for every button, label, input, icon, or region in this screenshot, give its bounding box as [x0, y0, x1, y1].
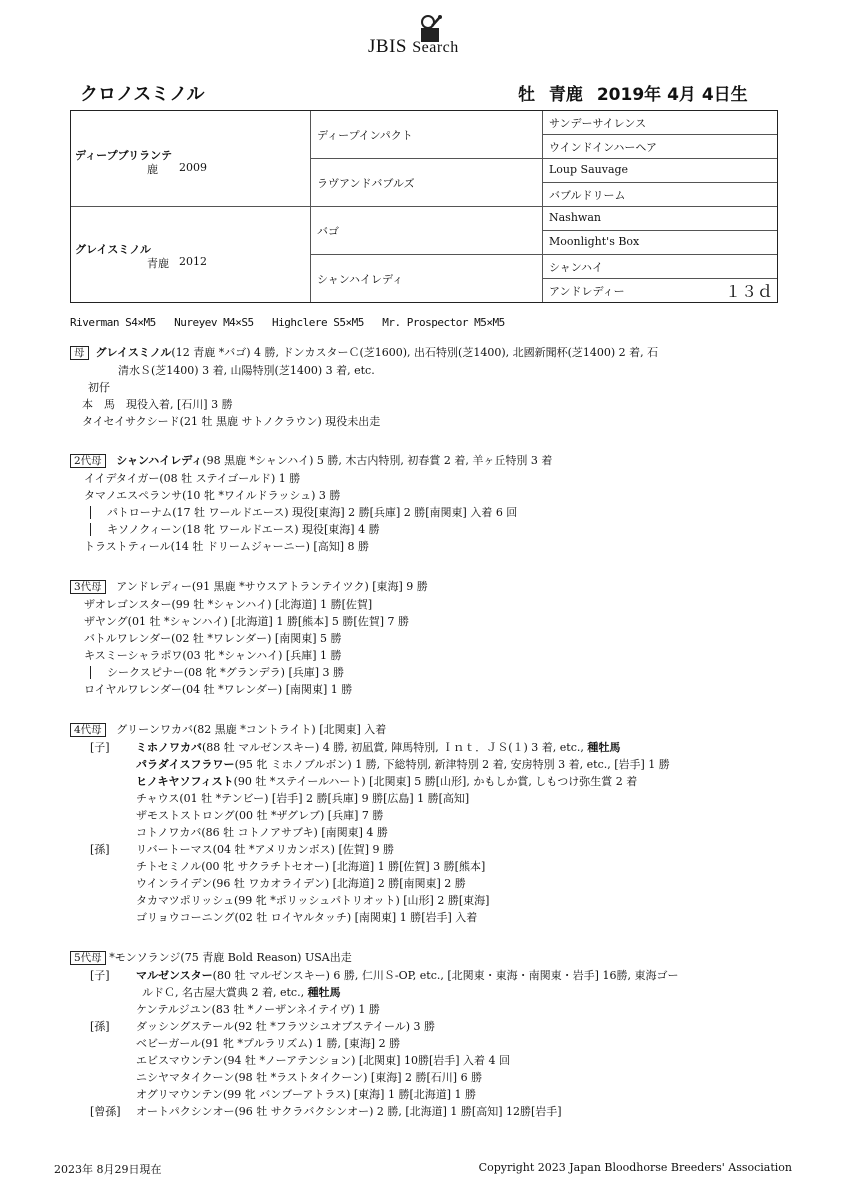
offspring-line: ゴリョウコーニング(02 牡 ロイヤルタッチ) [南関東] 1 勝[岩手] 入着: [136, 911, 478, 924]
offspring-note: 種牡馬: [587, 741, 621, 754]
horse-birth: 2019年 4月 4日生: [596, 85, 748, 105]
pedigree-table: [70, 110, 778, 303]
gen3-name: Loup Sauvage: [549, 163, 629, 176]
jbis-search-logo: [368, 14, 498, 58]
pedigree-gen3-cell: [543, 279, 777, 302]
pedigree-sire-cell: [71, 111, 311, 207]
offspring-record: (80 牡 マルゼンスキー) 6 勝, 仁川Ｓ-OP, etc., [北関東・東海・南関東・岩手] 16勝, 東海ゴー: [212, 969, 679, 982]
offspring-line: リバートーマス(04 牡 *アメリカンボス) [佐賀] 9 勝: [136, 843, 395, 856]
offspring-name: ミホノワカバ: [136, 741, 202, 754]
offspring-line: ケンテルジユン(83 牡 *ノーザンネイテイヴ) 1 勝: [136, 1003, 380, 1016]
section-tag: 2代母: [70, 454, 106, 468]
horse-name: クロノスミノル: [80, 84, 205, 105]
offspring-line: チトセミノル(00 牝 サクラチトセオー) [北海道] 1 勝[佐賀] 3 勝[熊本]: [136, 860, 486, 873]
offspring-line: オートパクシンオー(96 牡 サクラバクシンオー) 2 勝, [北海道] 1 勝[高知] 12勝[岩手]: [136, 1105, 562, 1118]
offspring-line: トラストティール(14 牡 ドリームジャーニー) [高知] 8 勝: [84, 540, 369, 553]
grandchild-label: [孫]: [90, 843, 110, 856]
child-label: [子]: [90, 969, 110, 982]
dam-color: 青鹿: [147, 257, 169, 270]
section-2nd-dam: [70, 452, 552, 555]
inbreeding-line: Riverman S4×M5 Nureyev M4×S5 Highclere S5×M5 Mr. Prospector M5×M5: [70, 316, 505, 329]
section-tag: 母: [70, 346, 89, 360]
offspring-line: イイデタイガー(08 牡 ステイゴールド) 1 勝: [84, 472, 301, 485]
great-grandchild-label: [曾孫]: [90, 1105, 121, 1118]
offspring-line: ザヤング(01 牡 *シャンハイ) [北海道] 1 勝[熊本] 5 勝[佐賀] 7 勝: [84, 615, 409, 628]
offspring-note: 種牡馬: [307, 986, 341, 999]
dam-name: グレイスミノル: [75, 243, 151, 256]
offspring-line: エビスマウンテン(94 牡 *ノーアテンション) [北関東] 10勝[岩手] 入着 4 回: [136, 1054, 511, 1067]
offspring-line: バトルワレンダー(02 牡 *ワレンダー) [南関東] 5 勝: [84, 632, 342, 645]
pedigree-gen2-cell: [311, 111, 543, 159]
offspring-record: (95 牝 ミホノブルボン) 1 勝, 下総特別, 新津特別 2 着, 安房特別 3 着, etc., [岩手] 1 勝: [234, 758, 670, 771]
horse-info: [518, 80, 756, 105]
offspring-record-cont: ルドＣ, 名古屋大賞典 2 着, etc.,: [142, 986, 308, 999]
dam-name: グレイスミノル: [95, 346, 172, 359]
section-4th-dam: [70, 721, 670, 926]
section-3rd-dam: [70, 578, 428, 698]
offspring-line: ベビーガール(91 牝 *プルラリズム) 1 勝, [東海] 2 勝: [136, 1037, 401, 1050]
section-tag: 4代母: [70, 723, 106, 737]
offspring-line: キスミーシャラポワ(03 牝 *シャンハイ) [兵庫] 1 勝: [84, 649, 342, 662]
offspring-line: ニシヤマタイクーン(98 牡 *ラストタイクーン) [東海] 2 勝[石川] 6 勝: [136, 1071, 483, 1084]
2nd-dam-record: (98 黒鹿 *シャンハイ) 5 勝, 木古内特別, 初春賞 2 着, 羊ヶ丘特別 3 着: [202, 454, 553, 467]
pedigree-gen3-cell: [543, 255, 777, 279]
offspring-line: シークスピナー(08 牝 *グランデラ) [兵庫] 3 勝: [90, 666, 344, 679]
5th-dam-record: *モンソランジ(75 青鹿 Bold Reason) USA出走: [109, 951, 352, 964]
offspring-line: 初仔: [88, 381, 110, 394]
gen2-name: バゴ: [317, 225, 339, 238]
offspring-line: ダッシングステール(92 牡 *フラツシユオブステイール) 3 勝: [136, 1020, 436, 1033]
pedigree-gen2-cell: [311, 159, 543, 207]
pedigree-dam-cell: [71, 207, 311, 302]
pedigree-gen3-cell: [543, 183, 777, 207]
gen3-name: バブルドリーム: [549, 189, 626, 202]
gen2-name: ラヴアンドバブルズ: [317, 177, 415, 190]
family-number: １３ｄ: [724, 282, 773, 301]
offspring-line: タカマツポリッシュ(99 牝 *ポリッシュパトリオット) [山形] 2 勝[東海]: [136, 894, 490, 907]
offspring-name: マルゼンスター: [136, 969, 213, 982]
pedigree-gen2-cell: [311, 207, 543, 255]
horse-color: 青鹿: [548, 85, 583, 105]
section-5th-dam: [70, 949, 678, 1120]
child-label: [子]: [90, 741, 110, 754]
gen3-name: アンドレディー: [549, 285, 625, 298]
offspring-line: タイセイサクシード(21 牡 黒鹿 サトノクラウン) 現役未出走: [82, 415, 381, 428]
offspring-line: ロイヤルワレンダー(04 牡 *ワレンダー) [南関東] 1 勝: [84, 683, 353, 696]
grandchild-label: [孫]: [90, 1020, 110, 1033]
offspring-line: チャウス(01 牡 *テンビー) [岩手] 2 勝[兵庫] 9 勝[広島] 1 勝[高知]: [136, 792, 470, 805]
offspring-line: ザモストストロング(00 牡 *ザグレブ) [兵庫] 7 勝: [136, 809, 384, 822]
gen2-name: シャンハイレディ: [317, 273, 404, 286]
4th-dam-record: グリーンワカバ(82 黒鹿 *コントライト) [北関東] 入着: [116, 723, 387, 736]
pedigree-gen3-cell: [543, 111, 777, 135]
gen3-name: サンデーサイレンス: [549, 117, 647, 130]
logo-text: JBIS Search: [368, 36, 459, 57]
3rd-dam-record: アンドレディー(91 黒鹿 *サウスアトランテイツク) [東海] 9 勝: [116, 580, 428, 593]
pedigree-gen3-cell: [543, 135, 777, 159]
offspring-name: ヒノキヤソフィスト: [136, 775, 234, 788]
section-tag: 5代母: [70, 951, 106, 965]
offspring-line: キソノクィーン(18 牝 ワールドエース) 現役[東海] 4 勝: [90, 523, 380, 536]
offspring-line: タマノエスペランサ(10 牝 *ワイルドラッシュ) 3 勝: [84, 489, 341, 502]
2nd-dam-name: シャンハイレディ: [116, 454, 203, 467]
gen3-name: ウインドインハーヘア: [549, 141, 658, 154]
footer-date: 2023年 8月29日現在: [54, 1163, 162, 1176]
section-dam: [70, 344, 658, 430]
offspring-line: ウインライデン(96 牡 ワカオライデン) [北海道] 2 勝[南関東] 2 勝: [136, 877, 466, 890]
pedigree-gen3-cell: [543, 207, 777, 231]
gen3-name: Moonlight's Box: [549, 235, 640, 248]
offspring-line: オグリマウンテン(99 牝 バンブーアトラス) [東海] 1 勝[北海道] 1 勝: [136, 1088, 477, 1101]
pedigree-gen3-cell: [543, 159, 777, 183]
gen3-name: Nashwan: [549, 211, 601, 224]
pedigree-gen3-cell: [543, 231, 777, 255]
footer-copyright: Copyright 2023 Japan Bloodhorse Breeders' Association: [478, 1161, 792, 1174]
gen3-name: シャンハイ: [549, 261, 604, 274]
offspring-record: (88 牡 マルゼンスキー) 4 勝, 初凪賞, 陣馬特別, Ｉｎｔ．ＪＳ(１) 3 着, etc.,: [202, 741, 588, 754]
sire-name: ディープブリランテ: [75, 149, 173, 162]
dam-year: 2012: [179, 255, 207, 268]
offspring-line: ザオレゴンスター(99 牡 *シャンハイ) [北海道] 1 勝[佐賀]: [84, 598, 373, 611]
section-tag: 3代母: [70, 580, 106, 594]
gen2-name: ディープインパクト: [317, 129, 413, 142]
horse-header: [70, 80, 780, 110]
sire-year: 2009: [179, 161, 207, 174]
offspring-line: コトノワカバ(86 牡 コトノアサブキ) [南関東] 4 勝: [136, 826, 388, 839]
sire-color: 鹿: [147, 163, 158, 176]
offspring-record: (90 牡 *ステイールハート) [北関東] 5 勝[山形], かもしか賞, しもつけ弥生賞 2 着: [233, 775, 638, 788]
dam-record: (12 青鹿 *バゴ) 4 勝, ドンカスターＣ(芝1600), 出石特別(芝1400), 北國新聞杯(芝1400) 2 着, 石: [171, 346, 659, 359]
offspring-name: パラダイスフラワー: [136, 758, 235, 771]
horse-sex: 牡: [518, 85, 535, 105]
pedigree-gen2-cell: [311, 255, 543, 302]
dam-record-cont: 清水Ｓ(芝1400) 3 着, 山陽特別(芝1400) 3 着, etc.: [118, 364, 375, 377]
offspring-line: 本 馬 現役入着, [石川] 3 勝: [82, 398, 233, 411]
offspring-line: パトローナム(17 牡 ワールドエース) 現役[東海] 2 勝[兵庫] 2 勝[南関東] 入着 6 回: [90, 506, 517, 519]
